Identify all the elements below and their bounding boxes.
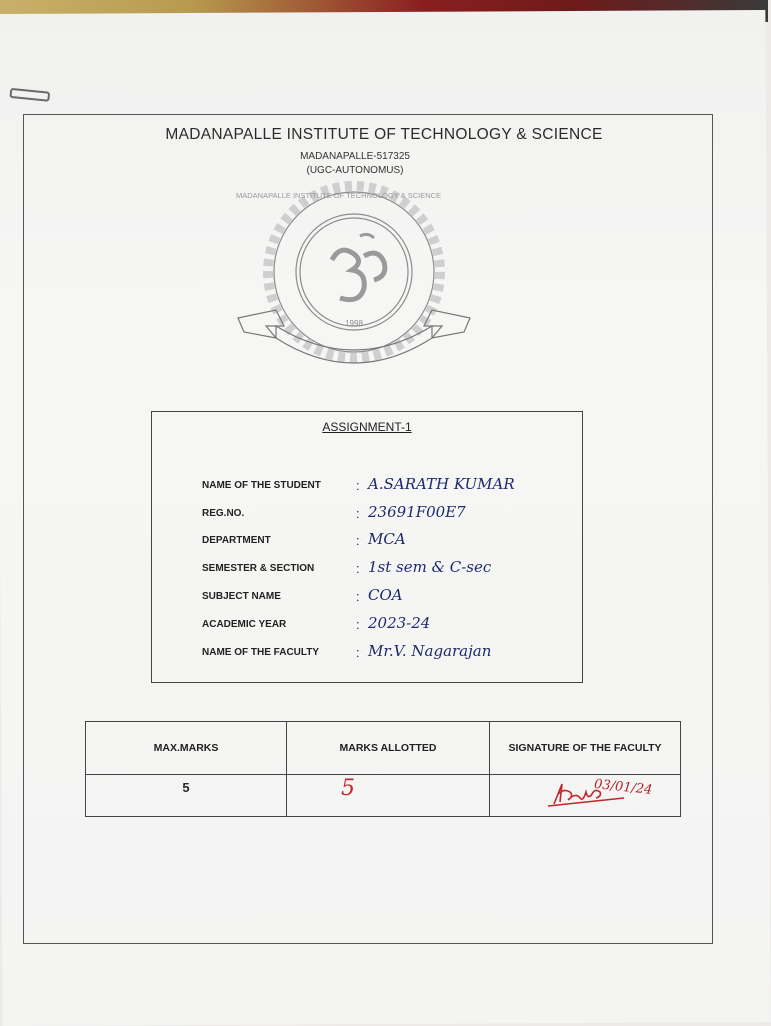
max-marks-value: 5 bbox=[182, 780, 190, 795]
institute-logo bbox=[236, 191, 472, 380]
field-label: REG.NO. bbox=[202, 508, 245, 519]
signature-date: 03/01/24 bbox=[593, 776, 654, 799]
field-value-reg-no: 23691F00E7 bbox=[368, 503, 466, 521]
field-value-subject: COA bbox=[368, 586, 403, 604]
marks-table-header-row bbox=[86, 722, 681, 775]
field-value-semester-section: 1st sem & C-sec bbox=[368, 558, 492, 576]
logo-year: 1998 bbox=[345, 319, 363, 328]
header-marks-allotted: MARKS ALLOTTED bbox=[287, 722, 490, 775]
field-label: NAME OF THE STUDENT bbox=[202, 480, 321, 491]
field-label: SEMESTER & SECTION bbox=[202, 563, 315, 574]
field-value-academic-year: 2023-24 bbox=[368, 614, 431, 632]
cell-max-marks bbox=[86, 775, 287, 817]
field-row-student-name: NAME OF THE STUDENT : A.SARATH KUMAR bbox=[202, 475, 515, 493]
field-row-reg-no: REG.NO. : 23691F00E7 bbox=[202, 503, 466, 521]
header-signature: SIGNATURE OF THE FACULTY bbox=[490, 722, 681, 775]
field-label: DEPARTMENT bbox=[202, 535, 271, 546]
field-label: NAME OF THE FACULTY bbox=[202, 647, 320, 658]
institute-name: MADANAPALLE INSTITUTE OF TECHNOLOGY & SCIENCE bbox=[165, 126, 603, 143]
assignment-title: ASSIGNMENT-1 bbox=[322, 420, 412, 434]
cell-signature bbox=[490, 775, 681, 817]
marks-table-value-row bbox=[86, 775, 681, 817]
logo-ring-text: MADANAPALLE INSTITUTE OF TECHNOLOGY & SCIENCE bbox=[236, 191, 442, 200]
cell-marks-allotted bbox=[287, 775, 490, 817]
field-row-faculty: NAME OF THE FACULTY : Mr.V. Nagarajan bbox=[202, 642, 492, 660]
field-row-subject: SUBJECT NAME : COA bbox=[202, 586, 403, 604]
field-row-department: DEPARTMENT : MCA bbox=[202, 530, 406, 548]
field-row-semester-section: SEMESTER & SECTION : 1st sem & C-sec bbox=[202, 558, 492, 576]
assignment-details-box bbox=[151, 411, 583, 683]
marks-table bbox=[85, 721, 681, 817]
field-value-faculty: Mr.V. Nagarajan bbox=[368, 642, 492, 660]
institute-status: (UGC-AUTONOMUS) bbox=[306, 165, 404, 176]
staple-mark bbox=[9, 88, 50, 102]
field-value-student-name: A.SARATH KUMAR bbox=[368, 475, 515, 493]
marks-allotted-value: 5 bbox=[341, 776, 355, 801]
field-label: ACADEMIC YEAR bbox=[202, 619, 287, 630]
faculty-signature bbox=[500, 776, 670, 810]
field-label: SUBJECT NAME bbox=[202, 591, 281, 602]
field-row-academic-year: ACADEMIC YEAR : 2023-24 bbox=[202, 614, 431, 632]
institute-location: MADANAPALLE-517325 bbox=[300, 151, 410, 162]
header-max-marks: MAX.MARKS bbox=[86, 722, 287, 775]
field-value-department: MCA bbox=[368, 530, 406, 548]
